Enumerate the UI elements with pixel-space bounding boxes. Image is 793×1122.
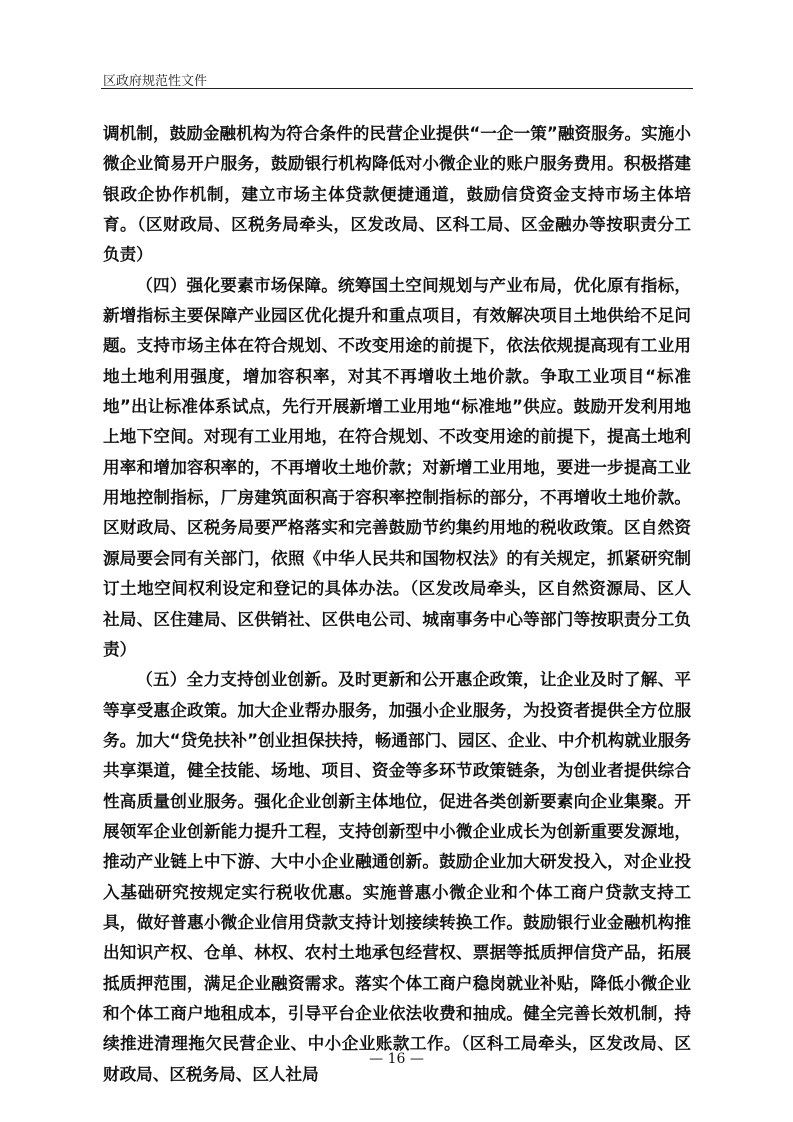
paragraph-section-five: （五）全力支持创业创新。及时更新和公开惠企政策，让企业及时了解、平等享受惠企政策。加大企业帮办服务，加强小企业服务，为投资者提供全方位服务。加大“贷免扶补”创业担保扶持，畅通部门、园区、企业、中介机构就业服务共享渠道，健全技能、场地、项目、资金等多环节政策链条，为创业者提供综合性高质量创业服务。强化企业创新主体地位，促进各类创新要素向企业集聚。开展领军企业创新能力提升工程，支持创新型中小微企业成长为创新重要发源地，推动产业链上中下游、大中小企业融通创新。鼓励企业加大研发投入，对企业投入基础研究按规定实行税收优惠。实施普惠小微企业和个体工商户贷款支持工具，做好普惠小微企业信用贷款支持计划接续转换工作。鼓励银行业金融机构推出知识产权、仓单、林权、农村土地承包经营权、票据等抵质押信贷产品，拓展抵质押范围，满足企业融资需求。落实个体工商户稳岗就业补贴，降低小微企业和个体工商户地租成本，引导平台企业依法收费和抽成。健全完善长效机制，持续推进清理拖欠民营企业、中小企业账款工作。（区科工局牵头，区发改局、区财政局、区税务局、区人社局 xyxy=(103,670,691,1084)
page-number: — 16 — xyxy=(369,1051,424,1067)
document-header-title: 区政府规范性文件 xyxy=(103,74,208,89)
document-body xyxy=(103,119,691,1090)
paragraph-continuation: 调机制，鼓励金融机构为符合条件的民营企业提供“一企一策”融资服务。实施小微企业简易开户服务，鼓励银行机构降低对小微企业的账户服务费用。积极搭建银政企协作机制，建立市场主体贷款便捷通道，鼓励信贷资金支持市场主体培育。（区财政局、区税务局牵头，区发改局、区科工局、区金融办等按职责分工负责） xyxy=(103,124,691,265)
header-divider xyxy=(101,88,693,89)
paragraph-section-four: （四）强化要素市场保障。统筹国土空间规划与产业布局，优化原有指标，新增指标主要保障产业园区优化提升和重点项目，有效解决项目土地供给不足问题。支持市场主体在符合规划、不改变用途的前提下，依法依规提高现有工业用地土地利用强度，增加容积率，对其不再增收土地价款。争取工业项目“标准地”出让标准体系试点，先行开展新增工业用地“标准地”供应。鼓励开发利用地上地下空间。对现有工业用地，在符合规划、不改变用途的前提下，提高土地利用率和增加容积率的，不再增收土地价款；对新增工业用地，要进一步提高工业用地控制指标，厂房建筑面积高于容积率控制指标的部分，不再增收土地价款。区财政局、区税务局要严格落实和完善鼓励节约集约用地的税收政策。区自然资源局要会同有关部门，依照《中华人民共和国物权法》的有关规定，抓紧研究制订土地空间权利设定和登记的具体办法。（区发改局牵头，区自然资源局、区人社局、区住建局、区供销社、区供电公司、城南事务中心等部门等按职责分工负责） xyxy=(103,275,691,659)
